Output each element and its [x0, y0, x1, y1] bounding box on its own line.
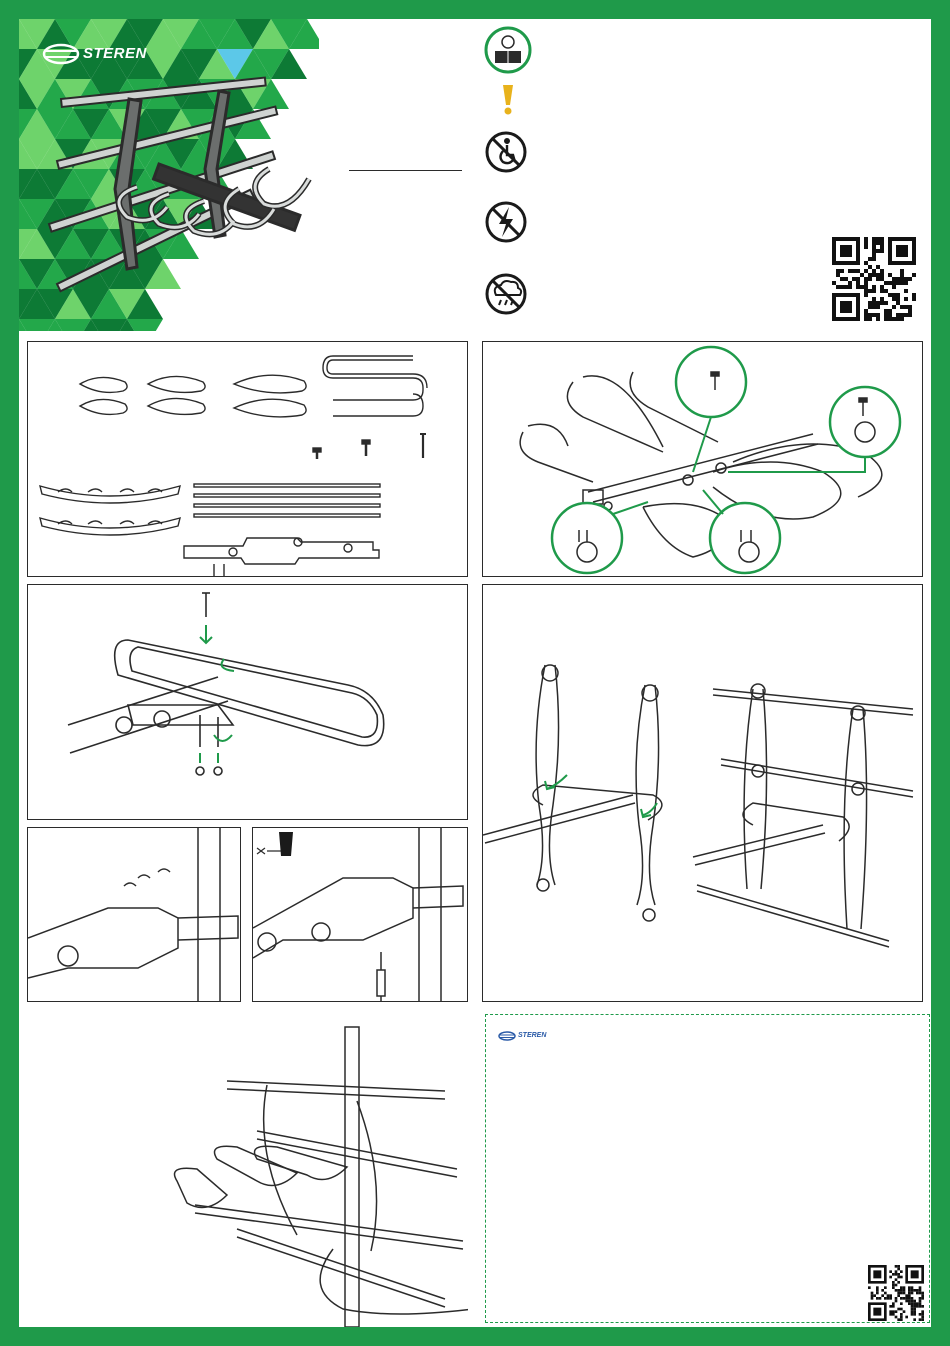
- qr-module: [921, 1297, 924, 1300]
- instruction-sheet: [19, 19, 931, 1327]
- qr-module: [844, 277, 848, 281]
- qr-module: [876, 313, 880, 317]
- qr-module: [856, 277, 860, 281]
- qr-module: [880, 269, 884, 273]
- qr-module: [889, 1310, 892, 1313]
- qr-module: [864, 281, 868, 285]
- qr-module: [900, 1313, 903, 1316]
- qr-module: [919, 1297, 922, 1300]
- qr-module: [864, 241, 868, 245]
- qr-module: [887, 1294, 890, 1297]
- qr-module: [872, 241, 876, 245]
- steren-small-logo-icon: [498, 1031, 516, 1041]
- qr-module: [908, 305, 912, 309]
- qr-module: [900, 281, 904, 285]
- qr-module: [872, 297, 876, 301]
- qr-module: [905, 1297, 908, 1300]
- qr-module: [911, 1289, 914, 1292]
- reflector-assembly-panel: [482, 584, 923, 1002]
- qr-module: [879, 1297, 882, 1300]
- qr-module: [897, 1276, 900, 1279]
- brand-name: STEREN: [83, 45, 147, 62]
- qr-module: [892, 293, 896, 297]
- qr-module: [888, 309, 892, 313]
- qr-module: [895, 1278, 898, 1281]
- qr-module: [848, 285, 852, 289]
- qr-module: [916, 1289, 919, 1292]
- qr-module: [880, 249, 884, 253]
- header-triangle-mosaic: [19, 19, 319, 331]
- qr-module: [884, 309, 888, 313]
- qr-module: [896, 301, 900, 305]
- qr-finder: [868, 1265, 887, 1284]
- qr-module: [872, 237, 876, 241]
- qr-module: [895, 1316, 898, 1319]
- installed-antenna-panel: [27, 1009, 468, 1327]
- qr-module: [895, 1289, 898, 1292]
- qr-module: [921, 1292, 924, 1295]
- qr-module: [884, 281, 888, 285]
- qr-module: [881, 1289, 884, 1292]
- qr-module: [895, 1265, 898, 1268]
- qr-module: [852, 277, 856, 281]
- qr-module: [896, 281, 900, 285]
- qr-module: [921, 1305, 924, 1308]
- qr-module: [889, 1270, 892, 1273]
- qr-module: [900, 1302, 903, 1305]
- qr-module: [921, 1316, 924, 1319]
- qr-module: [895, 1300, 898, 1303]
- qr-module: [903, 1310, 906, 1313]
- qr-module: [897, 1281, 900, 1284]
- qr-module: [911, 1286, 914, 1289]
- qr-module: [889, 1276, 892, 1279]
- qr-module: [916, 1305, 919, 1308]
- qr-module: [896, 293, 900, 297]
- qr-module: [904, 277, 908, 281]
- qr-module: [876, 273, 880, 277]
- qr-module: [896, 297, 900, 301]
- qr-module: [904, 281, 908, 285]
- qr-module: [872, 269, 876, 273]
- qr-module: [864, 309, 868, 313]
- qr-module: [919, 1289, 922, 1292]
- qr-module: [872, 245, 876, 249]
- qr-module: [900, 273, 904, 277]
- qr-module: [888, 293, 892, 297]
- qr-module: [892, 281, 896, 285]
- qr-module: [872, 285, 876, 289]
- qr-module: [864, 289, 868, 293]
- qr-module: [856, 285, 860, 289]
- qr-module: [911, 1302, 914, 1305]
- qr-module: [876, 1297, 879, 1300]
- cut-icon: [279, 832, 293, 856]
- qr-module: [871, 1292, 874, 1295]
- qr-module: [872, 301, 876, 305]
- qr-module: [912, 293, 916, 297]
- qr-module: [908, 309, 912, 313]
- qr-finder: [868, 1302, 887, 1321]
- qr-module: [880, 241, 884, 245]
- qr-module: [884, 1297, 887, 1300]
- qr-module: [876, 305, 880, 309]
- qr-module: [840, 277, 844, 281]
- qr-module: [903, 1289, 906, 1292]
- qr-module: [921, 1313, 924, 1316]
- qr-module: [884, 313, 888, 317]
- qr-module: [880, 237, 884, 241]
- qr-module: [900, 1318, 903, 1321]
- qr-module: [872, 249, 876, 253]
- qr-module: [892, 317, 896, 321]
- qr-module: [887, 1297, 890, 1300]
- qr-module: [884, 289, 888, 293]
- cable-connection-panel: [252, 827, 468, 1002]
- qr-module: [908, 1297, 911, 1300]
- qr-module: [884, 1292, 887, 1295]
- qr-module: [900, 1308, 903, 1311]
- qr-code-bottom[interactable]: [868, 1265, 924, 1321]
- steren-logo-icon: [41, 43, 81, 65]
- qr-module: [884, 1286, 887, 1289]
- qr-module: [860, 285, 864, 289]
- qr-module: [868, 289, 872, 293]
- qr-module: [868, 313, 872, 317]
- qr-module: [876, 241, 880, 245]
- mast-clamp-panel: [27, 827, 241, 1002]
- qr-module: [844, 285, 848, 289]
- qr-module: [911, 1297, 914, 1300]
- qr-module: [856, 281, 860, 285]
- qr-module: [911, 1292, 914, 1295]
- qr-module: [880, 301, 884, 305]
- qr-module: [892, 305, 896, 309]
- qr-module: [876, 1286, 879, 1289]
- qr-module: [900, 1289, 903, 1292]
- qr-module: [897, 1292, 900, 1295]
- qr-module: [836, 269, 840, 273]
- qr-module: [908, 1294, 911, 1297]
- qr-module: [868, 305, 872, 309]
- qr-finder: [888, 237, 916, 265]
- qr-module: [900, 1276, 903, 1279]
- qr-module: [908, 1289, 911, 1292]
- parts-panel: [27, 341, 468, 577]
- qr-finder: [832, 237, 860, 265]
- qr-module: [836, 273, 840, 277]
- qr-module: [876, 265, 880, 269]
- no-storm-icon: [483, 271, 529, 317]
- qr-module: [873, 1294, 876, 1297]
- qr-module: [911, 1305, 914, 1308]
- qr-module: [892, 1313, 895, 1316]
- footer-brand-name: STEREN: [518, 1032, 547, 1039]
- qr-module: [904, 289, 908, 293]
- qr-module: [911, 1308, 914, 1311]
- qr-module: [876, 237, 880, 241]
- qr-module: [904, 313, 908, 317]
- qr-module: [919, 1302, 922, 1305]
- qr-module: [916, 1302, 919, 1305]
- qr-module: [900, 1286, 903, 1289]
- qr-module: [921, 1318, 924, 1321]
- qr-module: [892, 1273, 895, 1276]
- qr-finder: [832, 293, 860, 321]
- qr-module: [868, 301, 872, 305]
- qr-module: [897, 1318, 900, 1321]
- qr-module: [888, 313, 892, 317]
- qr-module: [864, 245, 868, 249]
- qr-module: [848, 269, 852, 273]
- qr-module: [880, 245, 884, 249]
- qr-module: [908, 313, 912, 317]
- qr-module: [892, 1302, 895, 1305]
- qr-module: [872, 305, 876, 309]
- qr-module: [905, 1294, 908, 1297]
- qr-module: [871, 1297, 874, 1300]
- qr-module: [892, 1286, 895, 1289]
- qr-module: [880, 289, 884, 293]
- qr-module: [913, 1310, 916, 1313]
- qr-module: [913, 1308, 916, 1311]
- qr-module: [889, 1294, 892, 1297]
- qr-module: [896, 317, 900, 321]
- qr-module: [897, 1268, 900, 1271]
- qr-module: [871, 1294, 874, 1297]
- qr-module: [888, 281, 892, 285]
- qr-module: [876, 1292, 879, 1295]
- qr-module: [919, 1292, 922, 1295]
- qr-module: [921, 1310, 924, 1313]
- qr-module: [895, 1284, 898, 1287]
- qr-module: [864, 277, 868, 281]
- qr-module: [868, 273, 872, 277]
- qr-module: [892, 1284, 895, 1287]
- qr-module: [903, 1292, 906, 1295]
- qr-module: [903, 1297, 906, 1300]
- read-manual-icon: [483, 25, 533, 75]
- qr-module: [900, 1297, 903, 1300]
- qr-module: [888, 273, 892, 277]
- qr-module: [880, 297, 884, 301]
- qr-module: [903, 1286, 906, 1289]
- qr-module: [864, 285, 868, 289]
- qr-module: [892, 1281, 895, 1284]
- qr-module: [921, 1294, 924, 1297]
- qr-module: [880, 285, 884, 289]
- dipole-mount-panel: [27, 584, 468, 820]
- qr-module: [864, 261, 868, 265]
- qr-module: [856, 269, 860, 273]
- qr-module: [888, 317, 892, 321]
- qr-module: [884, 301, 888, 305]
- qr-module: [896, 277, 900, 281]
- qr-module: [913, 1289, 916, 1292]
- qr-module: [895, 1270, 898, 1273]
- qr-module: [897, 1294, 900, 1297]
- qr-module: [900, 305, 904, 309]
- qr-module: [881, 1294, 884, 1297]
- qr-module: [880, 273, 884, 277]
- no-electric-lines-icon: [483, 199, 529, 245]
- qr-module: [897, 1265, 900, 1268]
- qr-module: [919, 1305, 922, 1308]
- qr-module: [905, 1300, 908, 1303]
- qr-module: [852, 269, 856, 273]
- qr-module: [895, 1273, 898, 1276]
- qr-module: [897, 1308, 900, 1311]
- qr-module: [919, 1313, 922, 1316]
- qr-module: [889, 1297, 892, 1300]
- qr-module: [916, 1292, 919, 1295]
- qr-module: [896, 313, 900, 317]
- qr-module: [919, 1318, 922, 1321]
- qr-module: [872, 289, 876, 293]
- no-children-icon: [483, 129, 529, 175]
- qr-module: [868, 1286, 871, 1289]
- qr-module: [895, 1297, 898, 1300]
- qr-module: [913, 1318, 916, 1321]
- element-assembly-panel: [482, 341, 923, 577]
- qr-module: [900, 313, 904, 317]
- qr-module: [840, 285, 844, 289]
- qr-module: [884, 317, 888, 321]
- qr-module: [904, 297, 908, 301]
- qr-module: [876, 249, 880, 253]
- qr-module: [889, 1305, 892, 1308]
- qr-module: [892, 285, 896, 289]
- qr-module: [905, 1316, 908, 1319]
- qr-code-top[interactable]: [832, 237, 916, 321]
- qr-module: [900, 269, 904, 273]
- qr-module: [876, 1289, 879, 1292]
- qr-module: [872, 257, 876, 261]
- qr-module: [908, 1286, 911, 1289]
- qr-module: [911, 1300, 914, 1303]
- qr-module: [913, 1300, 916, 1303]
- qr-module: [919, 1300, 922, 1303]
- qr-module: [897, 1289, 900, 1292]
- qr-module: [872, 313, 876, 317]
- qr-module: [872, 273, 876, 277]
- qr-module: [908, 1292, 911, 1295]
- qr-module: [864, 293, 868, 297]
- qr-module: [872, 253, 876, 257]
- qr-module: [864, 313, 868, 317]
- qr-module: [911, 1310, 914, 1313]
- qr-module: [880, 277, 884, 281]
- qr-module: [900, 1316, 903, 1319]
- qr-module: [836, 285, 840, 289]
- qr-module: [900, 1270, 903, 1273]
- qr-module: [911, 1313, 914, 1316]
- qr-module: [897, 1273, 900, 1276]
- qr-module: [908, 1302, 911, 1305]
- qr-module: [913, 1313, 916, 1316]
- qr-module: [892, 1310, 895, 1313]
- qr-module: [860, 273, 864, 277]
- qr-module: [840, 269, 844, 273]
- qr-module: [904, 305, 908, 309]
- qr-module: [832, 281, 836, 285]
- qr-module: [868, 277, 872, 281]
- qr-module: [900, 317, 904, 321]
- qr-module: [913, 1305, 916, 1308]
- model-underline: [349, 170, 462, 171]
- qr-module: [848, 281, 852, 285]
- qr-module: [864, 317, 868, 321]
- qr-module: [912, 297, 916, 301]
- warranty-coupon-panel: [485, 1014, 930, 1323]
- qr-module: [900, 1292, 903, 1295]
- qr-module: [912, 273, 916, 277]
- qr-module: [892, 277, 896, 281]
- qr-module: [895, 1310, 898, 1313]
- qr-module: [864, 237, 868, 241]
- qr-module: [876, 317, 880, 321]
- qr-module: [868, 265, 872, 269]
- qr-module: [892, 1305, 895, 1308]
- qr-module: [876, 277, 880, 281]
- qr-module: [900, 277, 904, 281]
- qr-module: [919, 1286, 922, 1289]
- qr-module: [908, 277, 912, 281]
- qr-module: [913, 1302, 916, 1305]
- qr-module: [864, 269, 868, 273]
- caution-icon: [497, 83, 519, 117]
- qr-module: [868, 257, 872, 261]
- qr-module: [892, 297, 896, 301]
- qr-module: [908, 1300, 911, 1303]
- qr-finder: [905, 1265, 924, 1284]
- qr-module: [876, 301, 880, 305]
- qr-module: [868, 317, 872, 321]
- qr-module: [889, 1313, 892, 1316]
